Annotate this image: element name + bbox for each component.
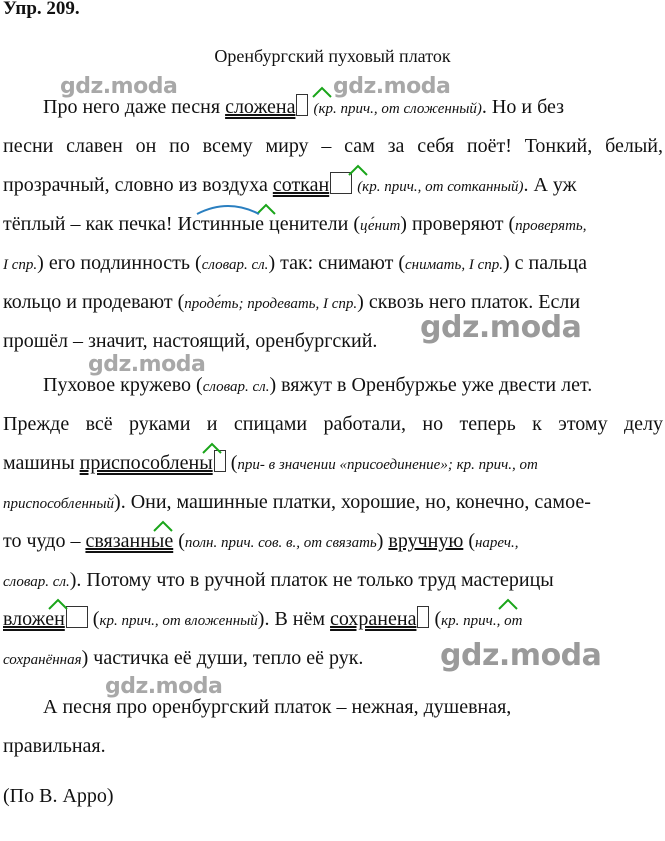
text-line: то чудо – связанные (полн. прич. сов. в., от связать) вручную (нареч., [3,530,519,552]
watermark: gdz.moda [420,310,582,345]
grammar-note: кр. прич., от вложенный [99,613,258,629]
grammar-note: словар. сл. [202,379,270,395]
underlined-word: соткан [272,174,330,196]
grammar-note: словар. сл. [201,257,269,273]
text-line: (По В. Арро) [3,785,114,807]
grammar-note: приспособленный [3,496,115,512]
text-line: Про него даже песня сложена (кр. прич., от сложенный). Но и без [43,96,565,118]
root-arc [195,200,261,216]
text-line: вложен (кр. прич., от вложенный). В нём сохранена (кр. прич., от [3,608,523,630]
text-line: Прежде всё руками и спицами работали, но теперь к этому делу [3,413,663,435]
text-line: машины приспособлены (при- в значении «присоединение»; кр. прич., от [3,452,538,474]
underlined-word: вручную [388,530,464,552]
text-line: тёплый – как печка! Истинные ценители (це́нит) проверяют (проверять, [3,213,587,235]
underlined-word: приспособлены [79,452,213,474]
watermark: gdz.moda [105,674,223,699]
underlined-word: вложен [3,608,65,630]
text-line: А песня про оренбургский платок – нежная, душевная, [43,696,512,718]
text-line: Пуховое кружево (словар. сл.) вяжут в Оренбуржье уже двести лет. [43,374,593,396]
underlined-word: сохранена [330,608,417,630]
grammar-note: (кр. прич., от сотканный) [357,179,524,195]
exercise-number: Упр. 209. [3,0,80,19]
ending-box [66,606,88,628]
underlined-word: сложена [225,96,296,118]
watermark: gdz.moda [60,74,178,99]
watermark: gdz.moda [88,352,206,377]
grammar-note: (кр. прич., от сложенный) [313,101,482,117]
suffix-mark [48,598,68,610]
suffix-mark [202,442,222,454]
text-line: сохранённая) частичка её души, тепло её рук. [3,647,364,669]
watermark: gdz.moda [333,74,451,99]
ending-box [296,94,308,116]
grammar-note: словар. сл. [3,574,70,590]
text-line: прошёл – значит, настоящий, оренбургский. [3,330,378,352]
grammar-note: проде́ть; продевать, I спр. [184,296,358,312]
grammar-note: I спр. [3,257,38,273]
suffix-mark [498,598,518,610]
ending-box [417,606,429,628]
grammar-note: при- в значении «присоединение»; кр. прич., от [237,457,538,473]
text-line: правильная. [3,735,106,757]
grammar-note: проверять, [515,218,587,234]
grammar-note: це́нит [359,218,401,234]
grammar-note: полн. прич. сов. в., от связать [184,535,377,551]
grammar-note: кр. прич., от [441,613,523,629]
grammar-note: нареч., [474,535,519,551]
text-title: Оренбургский пуховый платок [214,46,451,66]
text-line: кольцо и продевают (проде́ть; продевать, I спр.) сквозь него платок. Если [3,291,581,313]
suffix-mark [153,520,173,532]
grammar-note: сохранённая [3,652,82,668]
text-line: песни славен он по всему миру – сам за себя поёт! Тонкий, белый, [3,135,663,157]
text-line: прозрачный, словно из воздуха соткан (кр. прич., от сотканный). А уж [3,174,577,196]
text-line: I спр.) его подлинность (словар. сл.) так: снимают (снимать, I спр.) с пальца [3,252,587,274]
suffix-mark [348,164,368,176]
watermark: gdz.moda [440,638,602,673]
text-line: приспособленный). Они, машинные платки, хорошие, но, конечно, самое- [3,491,591,513]
underlined-word: связанные [85,530,174,552]
text-line: словар. сл.). Потому что в ручной платок не только труд мастерицы [3,569,554,591]
suffix-mark [312,86,332,98]
grammar-note: снимать, I спр. [405,257,503,273]
